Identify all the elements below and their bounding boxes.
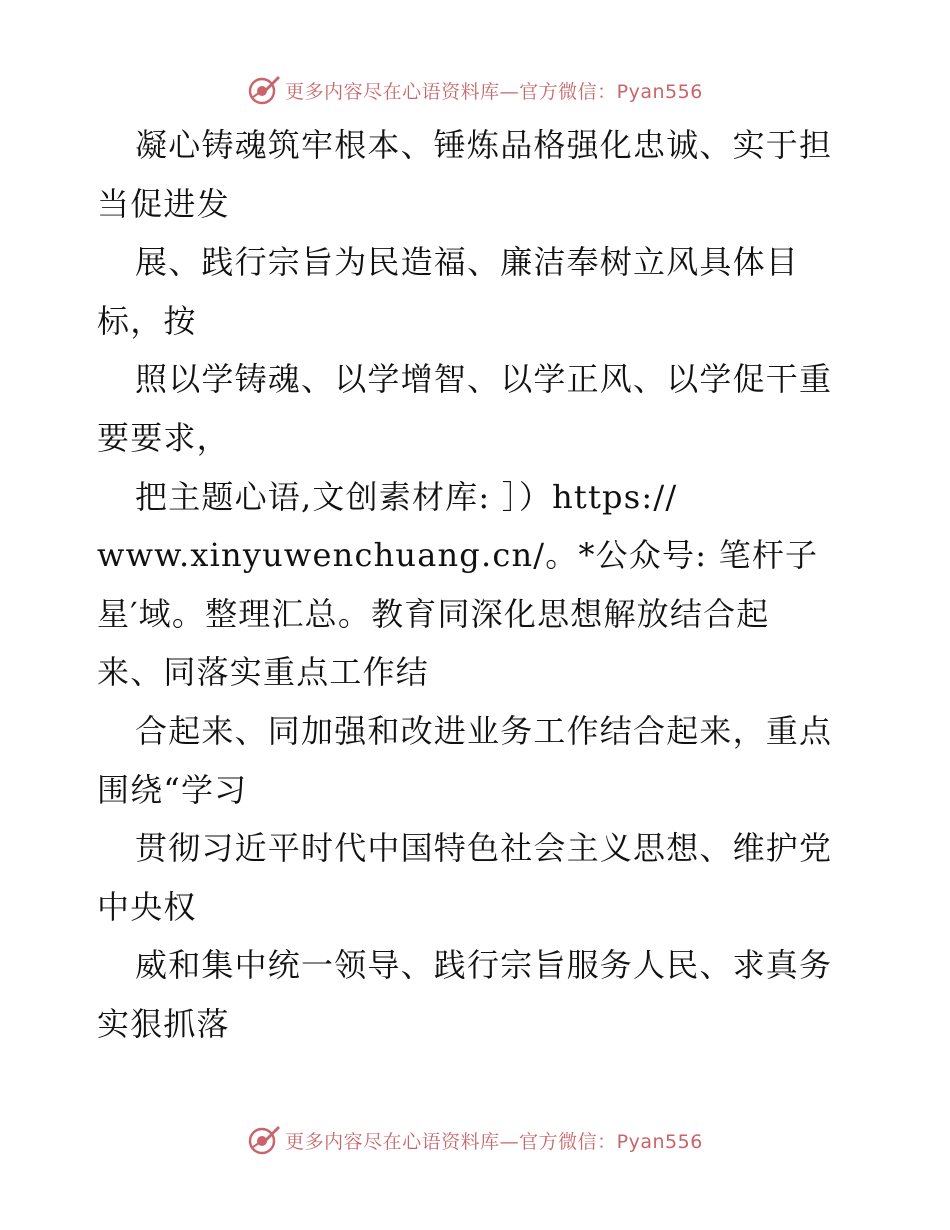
text-line: 围绕“学习 bbox=[97, 770, 248, 809]
text-line: 实狠抓落 bbox=[97, 1004, 230, 1043]
text-line: 把主题心语,文创素材库: ］）https:// bbox=[135, 477, 678, 516]
text-line: 来、同落实重点工作结 bbox=[97, 653, 430, 692]
text-line: 中央权 bbox=[97, 887, 197, 926]
header-watermark-banner bbox=[0, 70, 950, 110]
text-line: 星′域。整理汇总。教育同深化思想解放结合起 bbox=[97, 594, 770, 633]
footer-watermark-banner bbox=[0, 1120, 950, 1160]
footer-watermark-text: 更多内容尽在心语资料库—官方微信：Pyan556 bbox=[285, 1130, 703, 1153]
text-line: 要要求， bbox=[97, 418, 230, 457]
quill-pen-seal-icon bbox=[247, 73, 281, 107]
header-wechat-handle: Pyan556 bbox=[616, 80, 703, 103]
text-line: 标，按 bbox=[97, 301, 197, 340]
text-line: 当促进发 bbox=[97, 184, 230, 223]
text-line: 展、践行宗旨为民造福、廉洁奉树立风具体目 bbox=[135, 243, 800, 282]
text-line: 凝心铸魂筑牢根本、锤炼品格强化忠诚、实于担 bbox=[135, 126, 833, 164]
text-line: 照以学铸魂、以学增智、以学正风、以学促干重 bbox=[135, 360, 833, 399]
text-line: 合起来、同加强和改进业务工作结合起来，重点 bbox=[135, 711, 833, 750]
text-line: www.xinyuwenchuang.cn/。*公众号: 笔杆子 bbox=[97, 536, 819, 575]
footer-wechat-handle: Pyan556 bbox=[616, 1130, 703, 1153]
text-line: 威和集中统一领导、践行宗旨服务人民、求真务 bbox=[135, 946, 833, 985]
document-body bbox=[97, 116, 887, 1054]
quill-pen-seal-icon bbox=[247, 1123, 281, 1157]
text-line: 贯彻习近平时代中国特色社会主义思想、维护党 bbox=[135, 829, 833, 868]
header-watermark-text: 更多内容尽在心语资料库—官方微信：Pyan556 bbox=[285, 80, 703, 103]
